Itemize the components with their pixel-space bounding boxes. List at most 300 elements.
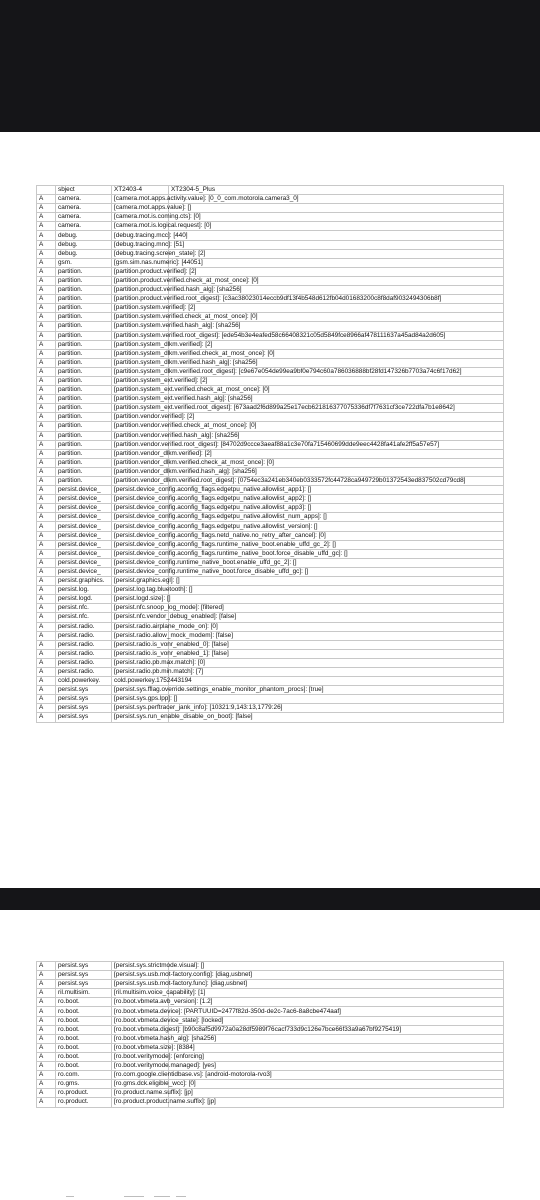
subject-cell: ro.com. [56,1071,112,1080]
property-cell: [persist.sys.usb.mot-factory.func]: [diag,usbnet] [112,980,169,989]
property-cell: [gsm.sim.nas.numeric]: [44051] [112,258,169,267]
row-label-cell: A [37,1052,56,1061]
row-label-cell: A [37,458,56,467]
table-row [37,962,504,971]
property-cell: [persist.sys.perftracer_jank_info]: [10321:9,143:13,1779:26] [112,704,169,713]
subject-cell: partition. [56,386,112,395]
row-label-cell: A [37,567,56,576]
table-row [37,286,504,295]
property-cell: [partition.vendor_dlkm.verified.hash_alg]: [sha256] [112,467,169,476]
empty-cell [169,998,504,1007]
subject-cell: persist.graphics. [56,577,112,586]
property-cell: [persist.sys.usb.mot-factory.config]: [diag,usbnet] [112,971,169,980]
property-cell: [ro.boot.veritymode.managed]: [yes] [112,1062,169,1071]
property-cell: [partition.system_ext.verified]: [2] [112,376,169,385]
table-row [37,695,504,704]
subject-cell: partition. [56,322,112,331]
empty-cell [169,413,504,422]
empty-cell [169,340,504,349]
empty-cell [169,222,504,231]
table-row [37,567,504,576]
row-label-cell: A [37,358,56,367]
property-cell: [partition.system.verified.check_at_most_once]: [0] [112,313,169,322]
property-cell: [partition.system_ext.verified.hash_alg]: [sha256] [112,395,169,404]
property-cell: [camera.mot.is.logical.request]: [0] [112,222,169,231]
empty-cell [169,695,504,704]
row-label-cell: A [37,962,56,971]
empty-cell [169,667,504,676]
empty-cell [169,376,504,385]
table-row [37,313,504,322]
subject-cell: persist.device_ [56,504,112,513]
table-row [37,367,504,376]
row-label-cell: A [37,695,56,704]
row-label-cell: A [37,549,56,558]
subject-cell: partition. [56,395,112,404]
subject-cell: persist.device_ [56,531,112,540]
table-row [37,1071,504,1080]
row-label-cell: A [37,376,56,385]
header-cell-model-1: XT2403-4 [112,186,169,195]
row-label-cell: A [37,677,56,686]
property-cell: [persist.radio.pb.min.match]: [7] [112,667,169,676]
subject-cell: ro.product. [56,1098,112,1107]
row-label-cell: A [37,213,56,222]
property-cell: [partition.vendor.verified.root_digest]: [84702d9ccce3aeaf88a1c3e70fa715460699dde9eec4428fa41afe2ff5a57e57] [112,440,169,449]
property-cell: [persist.graphics.egl]: [] [112,577,169,586]
property-cell: [persist.device_config.aconfig_flags.edgetpu_native.allowlist_num_apps]: [] [112,513,169,522]
property-cell: [partition.system_dlkm.verified.check_at_most_once]: [0] [112,349,169,358]
row-label-cell: A [37,486,56,495]
subject-cell: partition. [56,467,112,476]
property-cell: [ro.boot.vbmeta.device]: [PARTUUID=2477f82d-350d-de2c-7ac6-8a8cbe474aaf] [112,1007,169,1016]
property-cell: [persist.device_config.runtime_native_boot.force_disable_uffd_gc]: [] [112,567,169,576]
subject-cell: persist.device_ [56,513,112,522]
subject-cell: ro.product. [56,1089,112,1098]
table-row [37,422,504,431]
empty-cell [169,1080,504,1089]
subject-cell: persist.device_ [56,495,112,504]
subject-cell: persist.radio. [56,640,112,649]
table-row [37,376,504,385]
property-cell: [partition.vendor.verified.hash_alg]: [sha256] [112,431,169,440]
row-label-cell: A [37,713,56,722]
property-cell: [camera.mot.is.coming.cts]: [0] [112,213,169,222]
empty-cell [169,677,504,686]
row-label-cell: A [37,540,56,549]
subject-cell: persist.sys [56,713,112,722]
header-cell-model-2: XT2304-5_Plus [169,186,504,195]
row-label-cell: A [37,395,56,404]
subject-cell: persist.log. [56,586,112,595]
property-cell: [ro.boot.vbmeta.hash_alg]: [sha256] [112,1034,169,1043]
row-label-cell: A [37,649,56,658]
property-cell: [persist.radio.airplane_mode_on]: [0] [112,622,169,631]
subject-cell: persist.sys [56,695,112,704]
property-cell: [ro.boot.vbmeta.digest]: [b90c8af5d9972a0a28df5989f76cacf733d9c126e7bce66f33a9a67bf9275419] [112,1025,169,1034]
subject-cell: camera. [56,204,112,213]
empty-cell [169,595,504,604]
subject-cell: persist.sys [56,971,112,980]
subject-cell: partition. [56,331,112,340]
subject-cell: persist.radio. [56,622,112,631]
table-row [37,1043,504,1052]
subject-cell: persist.sys [56,686,112,695]
subject-cell: partition. [56,313,112,322]
subject-cell: debug. [56,240,112,249]
property-cell: [persist.device_config.aconfig_flags.edgetpu_native.allowlist_version]: [] [112,522,169,531]
table-row [37,1052,504,1061]
property-cell: [partition.vendor_dlkm.verified.root_digest]: [0754ec3a241eb340eb0333572fc44728ca949729b01372543ed837502cd79cd8] [112,477,169,486]
row-label-cell: A [37,531,56,540]
property-cell: [partition.system_ext.verified.root_digest]: [673aad2f6d899a25e17ecb621816377075336df7f7631cf3ce722dfa7b1e8642] [112,404,169,413]
table-row [37,513,504,522]
property-cell: [ro.product.name.suffix]: [jp] [112,1089,169,1098]
subject-cell: persist.device_ [56,567,112,576]
row-label-cell: A [37,413,56,422]
subject-cell: partition. [56,358,112,367]
subject-cell: persist.device_ [56,540,112,549]
top-dark-band [0,0,540,132]
row-label-cell: A [37,340,56,349]
empty-cell [169,204,504,213]
subject-cell: partition. [56,431,112,440]
row-label-cell: A [37,604,56,613]
row-label-cell: A [37,522,56,531]
row-label-cell: A [37,989,56,998]
subject-cell: debug. [56,249,112,258]
table-row [37,622,504,631]
property-cell: [persist.nfc.snoop_log_mode]: [filtered] [112,604,169,613]
empty-cell [169,1052,504,1061]
text-fragment [124,1196,144,1197]
table-row [37,495,504,504]
row-label-cell: A [37,1016,56,1025]
subject-cell: partition. [56,349,112,358]
table-row [37,558,504,567]
row-label-cell: A [37,586,56,595]
subject-cell: persist.nfc. [56,604,112,613]
property-cell: [persist.radio.is_vonr_enabled_1]: [false] [112,649,169,658]
empty-cell [169,622,504,631]
empty-cell [169,1089,504,1098]
property-cell: [partition.product.verified.hash_alg]: [sha256] [112,286,169,295]
row-label-cell: A [37,658,56,667]
subject-cell: camera. [56,222,112,231]
property-cell: [partition.product.verified.root_digest]: [c3ac38023014eccb9df13f4b548d612fb04d01683200c8f8daf9032494306b8f] [112,295,169,304]
table-row [37,440,504,449]
row-label-cell: A [37,704,56,713]
subject-cell: partition. [56,295,112,304]
row-label-cell: A [37,504,56,513]
row-label-cell: A [37,386,56,395]
table-row [37,522,504,531]
subject-cell: partition. [56,404,112,413]
row-label-cell: A [37,258,56,267]
subject-cell: camera. [56,195,112,204]
property-cell: [ro.boot.vbmeta.avb_version]: [1.2] [112,998,169,1007]
property-cell: [ro.gms.dck.eligible_wcc]: [0] [112,1080,169,1089]
table-row [37,1016,504,1025]
row-label-cell: A [37,440,56,449]
property-cell: [partition.product.verified]: [2] [112,267,169,276]
property-cell: [persist.device_config.aconfig_flags.runtime_native_boot.force_disable_uffd_gc]: [] [112,549,169,558]
property-cell: [persist.nfc.vendor_debug_enabled]: [false] [112,613,169,622]
table-row [37,998,504,1007]
table-row [37,1080,504,1089]
table-row [37,1034,504,1043]
table-row [37,586,504,595]
table-row [37,204,504,213]
property-cell: [ro.com.google.clientidbase.vs]: [android-motorola-rvo3] [112,1071,169,1080]
table-row [37,431,504,440]
header-cell-subject: sbject [56,186,112,195]
table-row [37,595,504,604]
empty-cell [169,989,504,998]
table-row [37,631,504,640]
row-label-cell: A [37,558,56,567]
subject-cell: partition. [56,449,112,458]
row-label-cell: A [37,667,56,676]
table-row [37,677,504,686]
subject-cell: persist.sys [56,704,112,713]
row-label-cell: A [37,240,56,249]
subject-cell: partition. [56,477,112,486]
property-cell: [partition.product.verified.check_at_most_once]: [0] [112,276,169,285]
subject-cell: ro.boot. [56,1062,112,1071]
table-row [37,195,504,204]
row-label-cell: A [37,1025,56,1034]
property-cell: [ro.boot.vbmeta.size]: [8384] [112,1043,169,1052]
table-row [37,322,504,331]
cut-off-next-row [36,1193,502,1200]
row-label-cell: A [37,231,56,240]
table-row [37,458,504,467]
table-row [37,604,504,613]
property-cell: [persist.device_config.aconfig_flags.edgetpu_native.allowlist_app3]: [] [112,504,169,513]
table-body [37,962,504,1108]
property-cell: [persist.device_config.aconfig_flags.netd_native.no_retry_after_cancel]: [0] [112,531,169,540]
row-label-cell: A [37,595,56,604]
subject-cell: gsm. [56,258,112,267]
table-row [37,395,504,404]
table-row [37,340,504,349]
property-cell: [ro.boot.vbmeta.device_state]: [locked] [112,1016,169,1025]
subject-cell: persist.radio. [56,658,112,667]
property-cell: [partition.system.verified]: [2] [112,304,169,313]
property-cell: [persist.sys.gps.lpp]: [] [112,695,169,704]
subject-cell: persist.radio. [56,667,112,676]
property-cell: [persist.log.tag.bluetooth]: [] [112,586,169,595]
row-label-cell: A [37,971,56,980]
property-cell: [persist.sys.fflag.override.settings_enable_monitor_phantom_procs]: [true] [112,686,169,695]
subject-cell: partition. [56,340,112,349]
property-cell: [ril.multisim.voice_capability]: [1] [112,989,169,998]
subject-cell: cold.powerkey. [56,677,112,686]
table-row [37,413,504,422]
row-label-cell: A [37,1080,56,1089]
table-row [37,577,504,586]
subject-cell: partition. [56,413,112,422]
property-cell: [persist.sys.run_enable_disable_on_boot]: [false] [112,713,169,722]
row-label-cell: A [37,267,56,276]
subject-cell: ro.gms. [56,1080,112,1089]
property-cell: [ro.boot.veritymode]: [enforcing] [112,1052,169,1061]
property-cell: [debug.tracing.mcc]: [440] [112,231,169,240]
row-label-cell: A [37,295,56,304]
table-row [37,549,504,558]
text-fragment [154,1196,170,1197]
table-row [37,222,504,231]
row-label-cell: A [37,304,56,313]
empty-cell [169,267,504,276]
subject-cell: persist.device_ [56,486,112,495]
spreadsheet-table-continued [36,961,504,1108]
subject-cell: ro.boot. [56,1034,112,1043]
table-row [37,304,504,313]
row-label-cell: A [37,1007,56,1016]
property-cell: [debug.tracing.screen_state]: [2] [112,249,169,258]
table-row [37,504,504,513]
table-row [37,1089,504,1098]
property-cell: [persist.device_config.aconfig_flags.edgetpu_native.allowlist_app2]: [] [112,495,169,504]
subject-cell: partition. [56,304,112,313]
subject-cell: persist.device_ [56,558,112,567]
subject-cell: ro.boot. [56,1043,112,1052]
row-label-cell: A [37,276,56,285]
empty-cell [169,213,504,222]
table-row [37,713,504,722]
row-label-cell: A [37,322,56,331]
empty-cell [169,249,504,258]
row-label-cell: A [37,331,56,340]
property-cell: [persist.radio.pb.max.match]: [0] [112,658,169,667]
subject-cell: camera. [56,213,112,222]
header-row [37,186,504,195]
row-label-cell: A [37,1043,56,1052]
table-row [37,531,504,540]
empty-cell [169,1062,504,1071]
property-cell: [partition.system_ext.verified.check_at_most_once]: [0] [112,386,169,395]
table-row [37,349,504,358]
row-label-cell: A [37,404,56,413]
row-label-cell: A [37,422,56,431]
row-label-cell: A [37,477,56,486]
subject-cell: persist.sys [56,962,112,971]
row-label-cell: A [37,195,56,204]
table-row [37,686,504,695]
empty-cell [169,586,504,595]
empty-cell [169,1034,504,1043]
property-cell: [partition.system_dlkm.verified]: [2] [112,340,169,349]
table-row [37,386,504,395]
subject-cell: ril.multisim. [56,989,112,998]
row-label-cell: A [37,349,56,358]
table-row [37,540,504,549]
table-row [37,331,504,340]
property-cell: [debug.tracing.mnc]: [51] [112,240,169,249]
table-row [37,649,504,658]
table-row [37,1007,504,1016]
row-label-cell: A [37,998,56,1007]
empty-cell [169,231,504,240]
property-cell: [partition.vendor_dlkm.verified]: [2] [112,449,169,458]
row-label-cell: A [37,222,56,231]
row-label-cell: A [37,286,56,295]
subject-cell: persist.logd. [56,595,112,604]
property-cell: [persist.logd.size]: [] [112,595,169,604]
property-cell: [persist.radio.allow_mock_modem]: [false] [112,631,169,640]
table-row [37,658,504,667]
property-cell: [partition.vendor_dlkm.verified.check_at_most_once]: [0] [112,458,169,467]
subject-cell: ro.boot. [56,1007,112,1016]
empty-cell [169,258,504,267]
table-row [37,240,504,249]
row-label-cell: A [37,1098,56,1107]
row-label-cell: A [37,622,56,631]
property-cell: [partition.system_dlkm.verified.root_digest]: [c9e67e054de99ea9bf0e794c60a786036888bf28fd147326b7703a74c6f17d62] [112,367,169,376]
empty-cell [169,304,504,313]
row-label-cell: A [37,367,56,376]
table-row [37,971,504,980]
table-row [37,295,504,304]
row-label-cell: A [37,577,56,586]
property-cell: [camera.mot.apps.activity.value]: [0_0_com.motorola.camera3_0] [112,195,169,204]
property-cell: [persist.radio.is_vonr_enabled_0]: [false] [112,640,169,649]
subject-cell: partition. [56,458,112,467]
middle-dark-band [0,888,540,910]
row-label-cell: A [37,204,56,213]
table-row [37,213,504,222]
spreadsheet-table [36,185,504,723]
table-row [37,404,504,413]
empty-cell [169,449,504,458]
header-cell-a [37,186,56,195]
subject-cell: partition. [56,276,112,285]
subject-cell: partition. [56,286,112,295]
table-row [37,980,504,989]
empty-cell [169,1098,504,1107]
property-cell: [persist.device_config.aconfig_flags.edgetpu_native.allowlist_app1]: [] [112,486,169,495]
table-row [37,613,504,622]
row-label-cell: A [37,640,56,649]
subject-cell: persist.device_ [56,549,112,558]
subject-cell: partition. [56,367,112,376]
empty-cell [169,962,504,971]
empty-cell [169,577,504,586]
table-row [37,449,504,458]
subject-cell: ro.boot. [56,998,112,1007]
table-row [37,989,504,998]
row-label-cell: A [37,613,56,622]
table-row [37,258,504,267]
table-row [37,1025,504,1034]
subject-cell: persist.radio. [56,649,112,658]
subject-cell: partition. [56,422,112,431]
row-label-cell: A [37,1062,56,1071]
row-label-cell: A [37,449,56,458]
property-cell: [ro.product.product.name.suffix]: [jp] [112,1098,169,1107]
table-row [37,704,504,713]
row-label-cell: A [37,313,56,322]
row-label-cell: A [37,1089,56,1098]
table-row [37,1062,504,1071]
subject-cell: ro.boot. [56,1025,112,1034]
property-cell: [partition.system.verified.root_digest]: [ede54b3e4eafed58c66408321c05d5849fce8966af478111637a45ad84a2d605] [112,331,169,340]
subject-cell: partition. [56,376,112,385]
subject-cell: ro.boot. [56,1052,112,1061]
subject-cell: debug. [56,231,112,240]
